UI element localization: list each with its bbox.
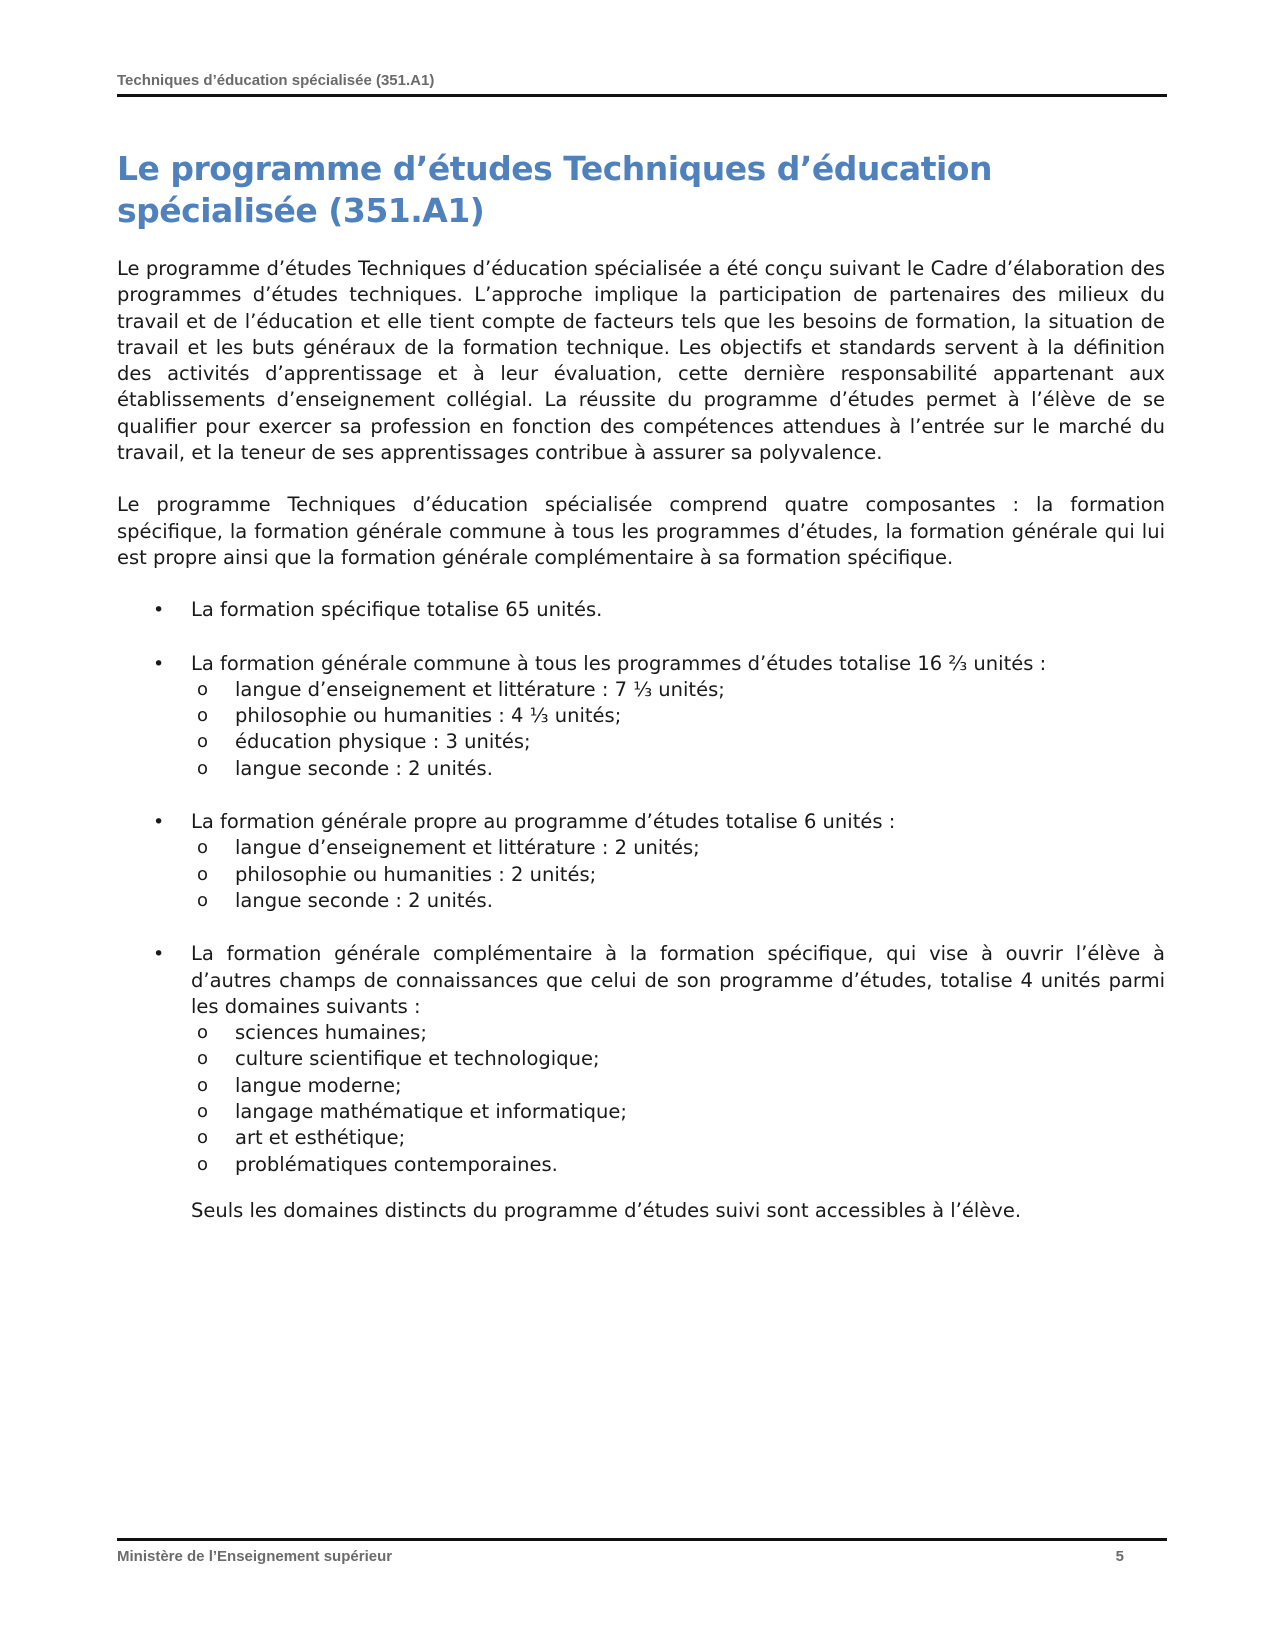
circle-bullet-icon: o <box>197 731 209 753</box>
list-item <box>117 651 1165 782</box>
list-item <box>117 597 1165 623</box>
domains-note: Seuls les domaines distincts du programme d’études suivi sont accessibles à l’élève. <box>191 1198 1022 1222</box>
sub-list-item: o éducation physique : 3 unités; <box>191 729 1165 755</box>
sub-list-item: o langue moderne; <box>191 1073 1165 1099</box>
sub-list-item: o sciences humaines; <box>191 1020 1165 1046</box>
sub-list-item: o problématiques contemporaines. <box>191 1152 1165 1178</box>
components-list <box>117 597 1165 1178</box>
sub-list-item: o langage mathématique et informatique; <box>191 1099 1165 1125</box>
sub-list-item: o art et esthétique; <box>191 1125 1165 1151</box>
page-title: Le programme d’études Techniques d’éducation spécialisée (351.A1) <box>117 149 992 230</box>
running-title: Techniques d’éducation spécialisée (351.A1) <box>117 72 435 89</box>
sub-list-item: o philosophie ou humanities : 2 unités; <box>191 862 1165 888</box>
sub-list-item: o culture scientifique et technologique; <box>191 1046 1165 1072</box>
sub-list-item: o langue d’enseignement et littérature : 2 unités; <box>191 835 1165 861</box>
circle-bullet-icon: o <box>197 1022 209 1044</box>
page-footer <box>117 1538 1167 1565</box>
components-paragraph: Le programme Techniques d’éducation spécialisée comprend quatre composantes : la formation spécifique, la formation générale commune à tous les programmes d’études, la formation générale qui lui est propre ainsi que la formation générale complémentaire à sa formation spécifique. <box>117 493 1165 569</box>
circle-bullet-icon: o <box>197 1101 209 1123</box>
list-item-text: La formation spécifique totalise 65 unités. <box>191 598 603 622</box>
sub-list <box>191 1020 1165 1178</box>
bullet-icon: • <box>153 943 165 966</box>
circle-bullet-icon: o <box>197 1048 209 1070</box>
page-number: 5 <box>1115 1548 1124 1565</box>
footer-ministry: Ministère de l’Enseignement supérieur <box>117 1548 393 1565</box>
sub-list-item: o langue seconde : 2 unités. <box>191 888 1165 914</box>
bullet-icon: • <box>153 652 165 675</box>
sub-list-item: o philosophie ou humanities : 4 ⅓ unités; <box>191 703 1165 729</box>
page-header <box>117 72 1167 97</box>
circle-bullet-icon: o <box>197 1153 209 1175</box>
intro-paragraph: Le programme d’études Techniques d’éducation spécialisée a été conçu suivant le Cadre d’élaboration des programmes d’études techniques. L’approche implique la participation de partenaires des milieux du travail et de l’éducation et elle tient compte de facteurs tels que les besoins de formation, la situation de travail et les buts généraux de la formation technique. Les objectifs et standards servent à la définition des activités d’apprentissage et à leur évaluation, cette dernière responsabilité appartenant aux établissements d’enseignement collégial. La réussite du programme d’études permet à l’élève de se qualifier pour exercer sa profession en fonction des compétences attendues à l’entrée sur le marché du travail, et la teneur de ses apprentissages contribue à assurer sa polyvalence. <box>117 257 1165 465</box>
circle-bullet-icon: o <box>197 1127 209 1149</box>
circle-bullet-icon: o <box>197 889 209 911</box>
header-divider <box>117 94 1167 97</box>
circle-bullet-icon: o <box>197 837 209 859</box>
circle-bullet-icon: o <box>197 705 209 727</box>
circle-bullet-icon: o <box>197 678 209 700</box>
circle-bullet-icon: o <box>197 1074 209 1096</box>
list-item-text: La formation générale complémentaire à la formation spécifique, qui vise à ouvrir l’élève à d’autres champs de connaissances que celui de son programme d’études, totalise 4 unités parmi les domaines suivants : <box>191 942 1165 1018</box>
bullet-icon: • <box>153 599 165 622</box>
circle-bullet-icon: o <box>197 863 209 885</box>
footer-divider <box>117 1538 1167 1541</box>
sub-list <box>191 835 1165 914</box>
list-item-text: La formation générale commune à tous les programmes d’études totalise 16 ⅔ unités : <box>191 651 1047 675</box>
sub-list-item: o langue seconde : 2 unités. <box>191 756 1165 782</box>
sub-list-item: o langue d’enseignement et littérature : 7 ⅓ unités; <box>191 677 1165 703</box>
bullet-icon: • <box>153 811 165 834</box>
sub-list <box>191 677 1165 782</box>
list-item <box>117 809 1165 914</box>
page-content <box>117 148 1165 1224</box>
list-item <box>117 941 1165 1178</box>
circle-bullet-icon: o <box>197 757 209 779</box>
list-item-text: La formation générale propre au programme d’études totalise 6 unités : <box>191 810 896 834</box>
